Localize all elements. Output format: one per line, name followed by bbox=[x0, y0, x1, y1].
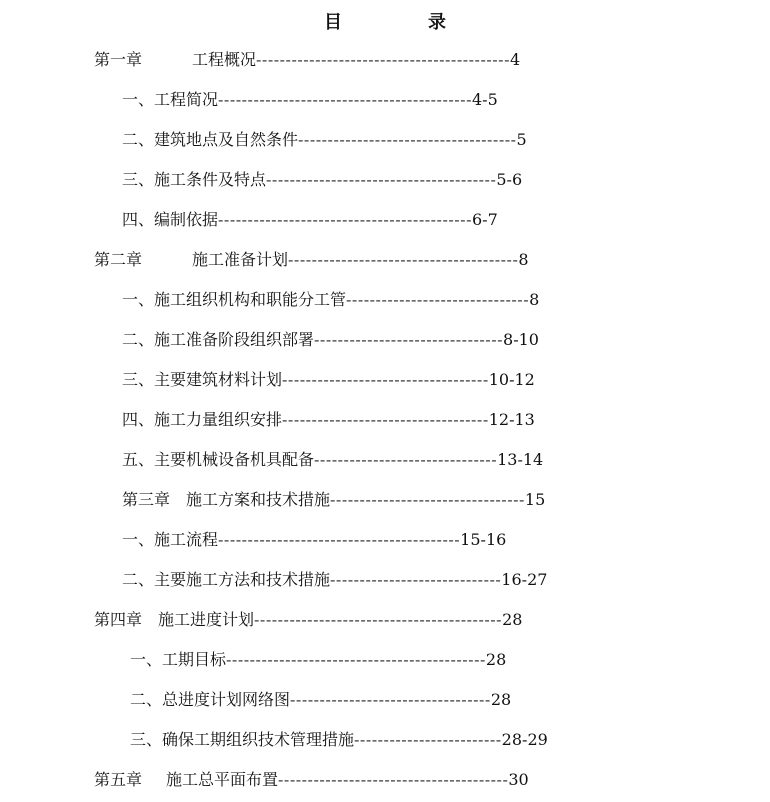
entry-text: 四、施工力量组织安排 bbox=[122, 410, 283, 429]
page-number: 15-16 bbox=[460, 530, 507, 549]
toc-entry[interactable] bbox=[122, 169, 662, 191]
toc-entry[interactable] bbox=[122, 569, 662, 591]
page-number: 28 bbox=[490, 690, 512, 709]
toc-entry[interactable] bbox=[122, 209, 662, 231]
chapter-number: 第四章 bbox=[94, 610, 143, 629]
toc-entry[interactable] bbox=[122, 529, 662, 551]
page-number: 30 bbox=[508, 770, 529, 789]
toc-entry[interactable] bbox=[122, 129, 662, 151]
entry-text: 二、总进度计划网络图 bbox=[130, 690, 291, 709]
entry-text: 二、主要施工方法和技术措施 bbox=[122, 570, 331, 589]
page-number: 8 bbox=[529, 290, 540, 309]
entry-text: 三、确保工期组织技术管理措施 bbox=[130, 730, 355, 749]
page-number: 12-13 bbox=[488, 410, 535, 429]
dot-leader: ------------------------------------- bbox=[298, 130, 517, 149]
page-number: 4 bbox=[509, 50, 521, 69]
entry-text: 四、编制依据 bbox=[122, 210, 219, 229]
entry-text: 五、主要机械设备机具配备 bbox=[122, 450, 315, 469]
dot-leader: ----------------------------------------- bbox=[218, 530, 461, 549]
toc-entry[interactable] bbox=[122, 409, 662, 431]
toc-entry[interactable] bbox=[122, 449, 662, 471]
entry-text: 施工准备计划 bbox=[192, 250, 289, 269]
page-number: 28 bbox=[502, 610, 523, 629]
entry-text: 一、工程简况 bbox=[122, 90, 219, 109]
dot-leader: --------------------------------- bbox=[330, 490, 525, 509]
toc-entry[interactable] bbox=[122, 89, 662, 111]
page-number: 28 bbox=[485, 650, 507, 669]
page-number: 5-6 bbox=[496, 170, 523, 189]
page-number: 4-5 bbox=[471, 90, 498, 109]
entry-text: 施工总平面布置 bbox=[166, 770, 279, 789]
toc-entry-chapter-2[interactable] bbox=[94, 249, 684, 271]
toc-title: 目 录 bbox=[324, 12, 480, 33]
toc-entry[interactable] bbox=[130, 649, 662, 671]
toc-entry-chapter-1[interactable] bbox=[94, 49, 684, 71]
toc-entry[interactable] bbox=[122, 369, 662, 391]
dot-leader: ----------------------------------- bbox=[282, 410, 489, 429]
entry-text: 三、主要建筑材料计划 bbox=[122, 370, 283, 389]
dot-leader: ----------------------------------- bbox=[282, 370, 489, 389]
entry-text: 一、工期目标 bbox=[130, 650, 227, 669]
page-number: 13-14 bbox=[497, 450, 544, 469]
dot-leader: ----------------------------- bbox=[330, 570, 502, 589]
dot-leader: --------------------------------------- bbox=[266, 170, 497, 189]
toc-entry-chapter-5[interactable] bbox=[94, 769, 662, 791]
entry-text: 第三章 施工方案和技术措施 bbox=[122, 490, 331, 509]
page-number: 8-10 bbox=[503, 330, 539, 349]
toc-entry[interactable] bbox=[122, 289, 662, 311]
chapter-number: 第二章 bbox=[94, 250, 143, 269]
entry-text: 三、施工条件及特点 bbox=[122, 170, 267, 189]
toc-entry[interactable] bbox=[130, 689, 662, 711]
dot-leader: ------------------------------------------- bbox=[218, 90, 472, 109]
toc-entry-chapter-4[interactable] bbox=[94, 609, 664, 631]
page-number: 16-27 bbox=[501, 570, 548, 589]
dot-leader: --------------------------------------- bbox=[278, 770, 509, 789]
dot-leader: ------------------------------- bbox=[346, 290, 530, 309]
entry-text: 二、建筑地点及自然条件 bbox=[122, 130, 299, 149]
chapter-number: 第五章 bbox=[94, 770, 143, 789]
dot-leader: ---------------------------------- bbox=[290, 690, 491, 709]
page-number: 5 bbox=[516, 130, 527, 149]
dot-leader: -------------------------------------------- bbox=[226, 650, 486, 669]
dot-leader: ------------------------- bbox=[354, 730, 502, 749]
page-number: 15 bbox=[524, 490, 546, 509]
chapter-number: 第一章 bbox=[94, 50, 143, 69]
toc-entry-chapter-3[interactable] bbox=[122, 489, 662, 511]
dot-leader: ------------------------------------------- bbox=[256, 50, 510, 69]
dot-leader: ------------------------------- bbox=[314, 450, 498, 469]
page-number: 28-29 bbox=[501, 730, 548, 749]
dot-leader: ------------------------------------------ bbox=[254, 610, 503, 629]
entry-text: 一、施工流程 bbox=[122, 530, 219, 549]
entry-text: 施工进度计划 bbox=[158, 610, 255, 629]
toc-entry[interactable] bbox=[122, 329, 662, 351]
entry-text: 一、施工组织机构和职能分工管 bbox=[122, 290, 347, 309]
dot-leader: ------------------------------------------- bbox=[218, 210, 472, 229]
toc-entry[interactable] bbox=[130, 729, 662, 751]
page-number: 10-12 bbox=[488, 370, 535, 389]
entry-text: 二、施工准备阶段组织部署 bbox=[122, 330, 315, 349]
entry-text: 工程概况 bbox=[192, 50, 257, 69]
page-number: 6-7 bbox=[471, 210, 498, 229]
dot-leader: -------------------------------- bbox=[314, 330, 504, 349]
dot-leader: --------------------------------------- bbox=[288, 250, 519, 269]
page-number: 8 bbox=[518, 250, 529, 269]
